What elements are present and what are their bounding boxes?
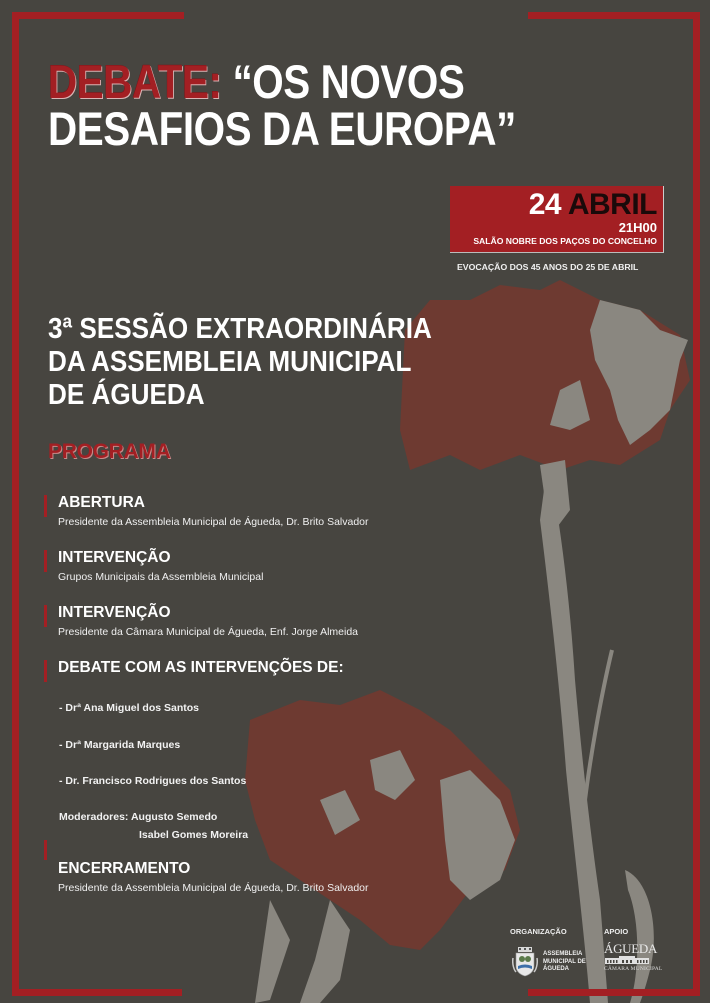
headline (48, 55, 516, 155)
event-venue: SALÃO NOBRE DOS PAÇOS DO CONCELHO (473, 236, 657, 246)
item-marker (44, 840, 47, 860)
item-description: Presidente da Assembleia Municipal de Águeda, Dr. Brito Salvador (58, 516, 369, 528)
organization-name (543, 951, 586, 974)
moderators-label: Moderadores: Augusto Semedo (59, 811, 218, 823)
frame-bottom-right (528, 989, 700, 996)
program-heading: PROGRAMA (48, 440, 171, 463)
organization-name-line-2: MUNICIPAL DE (543, 958, 586, 965)
frame-top-left (12, 12, 184, 19)
headline-line2: DESAFIOS DA EUROPA” (48, 102, 516, 155)
organization-name-line-3: ÁGUEDA (543, 966, 570, 972)
frame-top-right (528, 12, 700, 19)
organization-name-line-1: ASSEMBLEIA (543, 951, 583, 957)
event-evocation: EVOCAÇÃO DOS 45 ANOS DO 25 DE ABRIL (457, 262, 639, 272)
item-title: ABERTURA (58, 494, 145, 511)
support-logo-text: ÁGUEDA (604, 941, 658, 956)
frame-left (12, 12, 19, 996)
frame-bottom-left (12, 989, 182, 996)
municipal-crest-icon (512, 946, 538, 978)
session-line-2: DA ASSEMBLEIA MUNICIPAL (48, 346, 412, 378)
item-marker (44, 605, 47, 627)
organization-label: ORGANIZAÇÃO (510, 927, 567, 936)
speaker-3: - Dr. Francisco Rodrigues dos Santos (59, 775, 247, 787)
event-month: ABRIL (567, 188, 657, 221)
frame-right (693, 12, 700, 996)
item-description: Presidente da Câmara Municipal de Águeda, Enf. Jorge Almeida (58, 626, 359, 638)
support-label: APOIO (604, 927, 629, 936)
support-subtitle: CÂMARA MUNICIPAL (604, 966, 663, 972)
speaker-1: - Drª Ana Miguel dos Santos (59, 702, 200, 714)
item-title: INTERVENÇÃO (58, 549, 171, 566)
speaker-2: - Drª Margarida Marques (59, 739, 181, 751)
session-title (48, 313, 432, 412)
moderator-2: Isabel Gomes Moreira (139, 829, 249, 841)
item-marker (44, 550, 47, 572)
event-day: 24 (528, 188, 562, 221)
event-time: 21H00 (618, 220, 657, 235)
session-line-3: DE ÁGUEDA (48, 379, 205, 411)
item-title: ENCERRAMENTO (58, 860, 191, 877)
session-line-1: 3ª SESSÃO EXTRAORDINÁRIA (48, 313, 432, 345)
headline-line1: “OS NOVOS (232, 55, 465, 108)
town-hall-icon (605, 956, 649, 964)
item-title: INTERVENÇÃO (58, 604, 171, 621)
item-description: Grupos Municipais da Assembleia Municipal (58, 571, 264, 583)
item-title: DEBATE COM AS INTERVENÇÕES DE: (58, 659, 344, 676)
date-box (450, 186, 664, 253)
item-marker (44, 660, 47, 682)
item-marker (44, 495, 47, 517)
headline-prefix: DEBATE: (48, 55, 222, 108)
event-date (450, 190, 657, 220)
item-description: Presidente da Assembleia Municipal de Águeda, Dr. Brito Salvador (58, 882, 369, 894)
